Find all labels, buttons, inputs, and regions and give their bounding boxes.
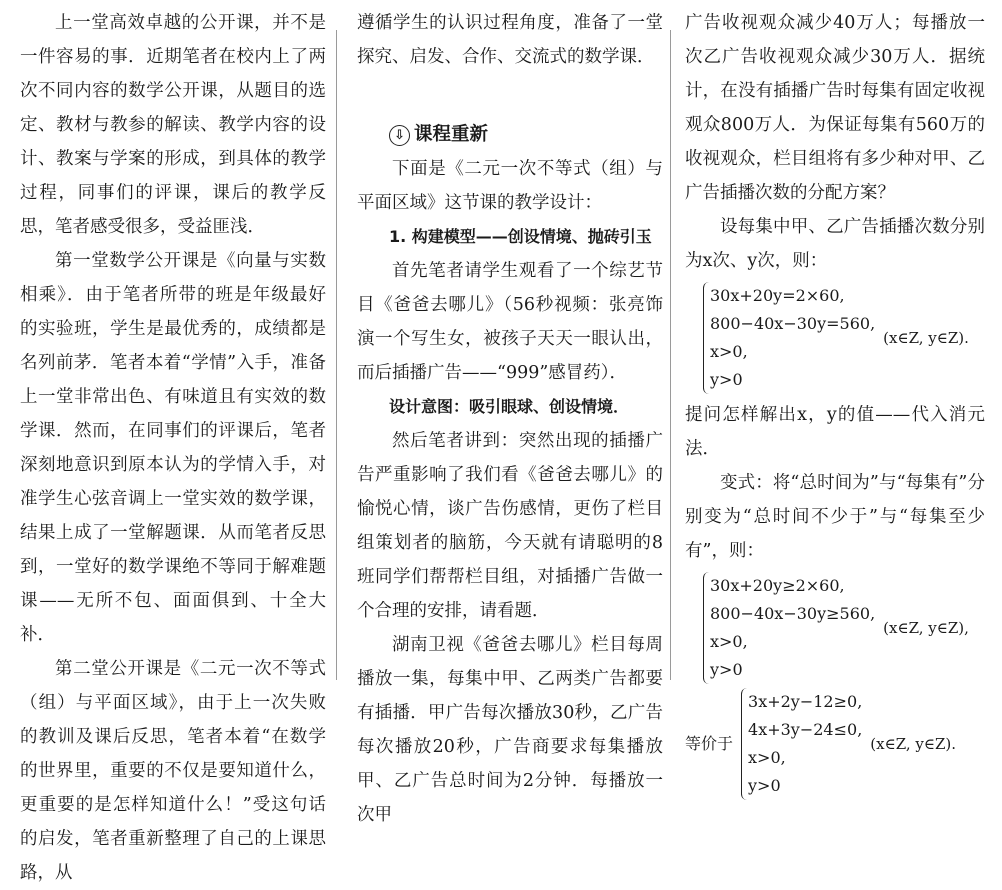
- equation-line: 30x+20y=2×60,: [710, 286, 845, 305]
- equation-condition: (x∈Z, y∈Z),: [883, 619, 969, 637]
- design-intent: 设计意图：吸引眼球、创设情境．: [389, 397, 630, 416]
- column-3: [685, 6, 985, 795]
- equation-line: 3x+2y−12≥0,: [748, 692, 863, 711]
- equation-system-1: [685, 282, 985, 394]
- equation-line: x>0,: [710, 342, 748, 361]
- paragraph: 第一堂数学公开课是《向量与实数相乘》．由于笔者所带的班是年级最好的实验班，学生是最优秀的，成绩都是名列前茅．笔者本着“学情”入手，准备上一堂非常出色、有味道且有实效的数学课．然而，在同事们的评课后，笔者深刻地意识到原本认为的学情入手，对准学生心弦音调上一堂实效的数学课，结果上成了一堂解题课．从而笔者反思到，一堂好的数学课绝不等同于解难题课——无所不包、面面俱到、十全大补．: [20, 251, 326, 645]
- equivalence-label: 等价于: [685, 734, 734, 753]
- system-brace: [741, 688, 862, 800]
- system-brace: [703, 572, 875, 684]
- subheading: 1. 构建模型——创设情境、抛砖引玉: [389, 227, 652, 246]
- equation-condition: (x∈Z, y∈Z).: [883, 329, 969, 347]
- column-divider-1: [336, 30, 337, 680]
- paragraph: 变式：将“总时间为”与“每集有”分别变为“总时间不少于”与“每集至少有”，则：: [685, 473, 985, 561]
- paragraph: 下面是《二元一次不等式（组）与平面区域》这节课的教学设计：: [357, 159, 663, 213]
- column-divider-2: [670, 30, 671, 680]
- equation-line: y>0: [748, 776, 781, 795]
- paragraph: 然后笔者讲到：突然出现的插播广告严重影响了我们看《爸爸去哪儿》的愉悦心情，谈广告伤感情，更伤了栏目组策划者的脑筋，今天就有请聪明的8班同学们帮帮栏目组，对插播广告做一个合理的安排，请看题．: [357, 431, 663, 621]
- paragraph: 首先笔者请学生观看了一个综艺节目《爸爸去哪儿》（56秒视频：张亮饰演一个写生女，被孩子天天一眼认出，而后插播广告——“999”感冒药）．: [357, 261, 663, 383]
- equation-line: x>0,: [748, 748, 786, 767]
- equation-line: 800−40x−30y≥560,: [710, 604, 876, 623]
- paragraph: 第二堂公开课是《二元一次不等式（组）与平面区域》，由于上一次失败的教训及课后反思，笔者本着“在数学的世界里，重要的不仅是要知道什么，更重要的是怎样知道什么！”受这句话的启发，笔者重新整理了自己的上课思路，从: [20, 659, 326, 883]
- column-1: [20, 6, 326, 883]
- down-arrow-icon: ⇩: [389, 125, 410, 146]
- equation-condition: (x∈Z, y∈Z).: [870, 735, 957, 753]
- section-heading: [357, 118, 663, 152]
- equation-line: x>0,: [710, 632, 748, 651]
- equation-line: 800−40x−30y=560,: [710, 314, 876, 333]
- equation-line: 4x+3y−24≤0,: [748, 720, 863, 739]
- section-heading-text: 课程重新: [414, 124, 489, 145]
- paragraph: 广告收视观众减少40万人；每播放一次乙广告收视观众减少30万人．据统计，在没有插播广告时每集有固定收视观众800万人．为保证每集有560万的收视观众，栏目组将有多少种对甲、乙广告插播次数的分配方案？: [685, 13, 985, 203]
- system-brace: [703, 282, 875, 394]
- equation-line: y>0: [710, 660, 743, 679]
- equation-system-2: [685, 572, 985, 684]
- equation-system-3: [685, 688, 985, 800]
- column-2: [357, 6, 663, 825]
- paragraph: 上一堂高效卓越的公开课，并不是一件容易的事．近期笔者在校内上了两次不同内容的数学公开课，从题目的选定、教材与教参的解读、教学内容的设计、教案与学案的形成，到具体的教学过程，同事们的评课，课后的教学反思，笔者感受很多，受益匪浅．: [20, 13, 326, 237]
- paragraph: 提问怎样解出x，y的值——代入消元法．: [685, 405, 985, 459]
- equation-line: y>0: [710, 370, 743, 389]
- paragraph: 设每集中甲、乙广告插播次数分别为x次、y次，则：: [685, 217, 985, 271]
- paragraph: 遵循学生的认识过程角度，准备了一堂探究、启发、合作、交流式的数学课．: [357, 13, 663, 67]
- equation-line: 30x+20y≥2×60,: [710, 576, 845, 595]
- paragraph: 湖南卫视《爸爸去哪儿》栏目每周播放一集，每集中甲、乙两类广告都要有插播．甲广告每次播放30秒，乙广告每次播放20秒，广告商要求每集播放甲、乙广告总时间为2分钟．每播放一次甲: [357, 635, 663, 825]
